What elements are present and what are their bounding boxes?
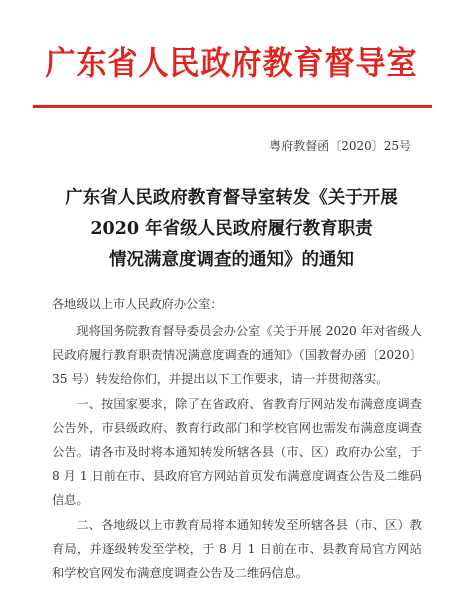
title-line-2: 2020 年省级人民政府履行教育职责 — [90, 219, 373, 239]
letterhead — [0, 38, 463, 82]
paragraph-1: 现将国务院教育督导委员会办公室《关于开展 2020 年对省级人民政府履行教育职责情况满意度调查的通知》（国教督办函〔2020〕35 号）转发给你们，并提出以下工作要求，请一并贯彻落实。 — [52, 324, 422, 387]
document-title — [30, 183, 433, 276]
org-name: 广东省人民政府教育督导室 — [45, 44, 418, 83]
red-divider — [33, 105, 432, 108]
paragraph-2: 一、按国家要求，除了在省政府、省教育厅网站发布满意度调查公告外，市县级政府、教育行政部门和学校官网也需发布满意度调查公告。请各市及时将本通知转发所辖各县（市、区）政府办公室，于 8 月 1 日前在市、县政府官方网站首页发布满意度调查公告及二维码信息。 — [52, 396, 422, 508]
title-line-1: 广东省人民政府教育督导室转发《关于开展 — [65, 188, 398, 208]
document-number: 粤府教督函〔2020〕25号 — [269, 139, 411, 153]
title-line-3: 情况满意度调查的通知》的通知 — [109, 250, 354, 270]
paragraph-3: 二、各地级以上市教育局将本通知转发至所辖各县（市、区）教育局，并逐级转发至学校，于 8 月 1 日前在市、县教育局官方网站和学校官网发布满意度调查公告及二维码信息。 — [52, 517, 422, 581]
document-body — [52, 293, 422, 585]
salutation: 各地级以上市人民政府办公室： — [52, 297, 223, 311]
